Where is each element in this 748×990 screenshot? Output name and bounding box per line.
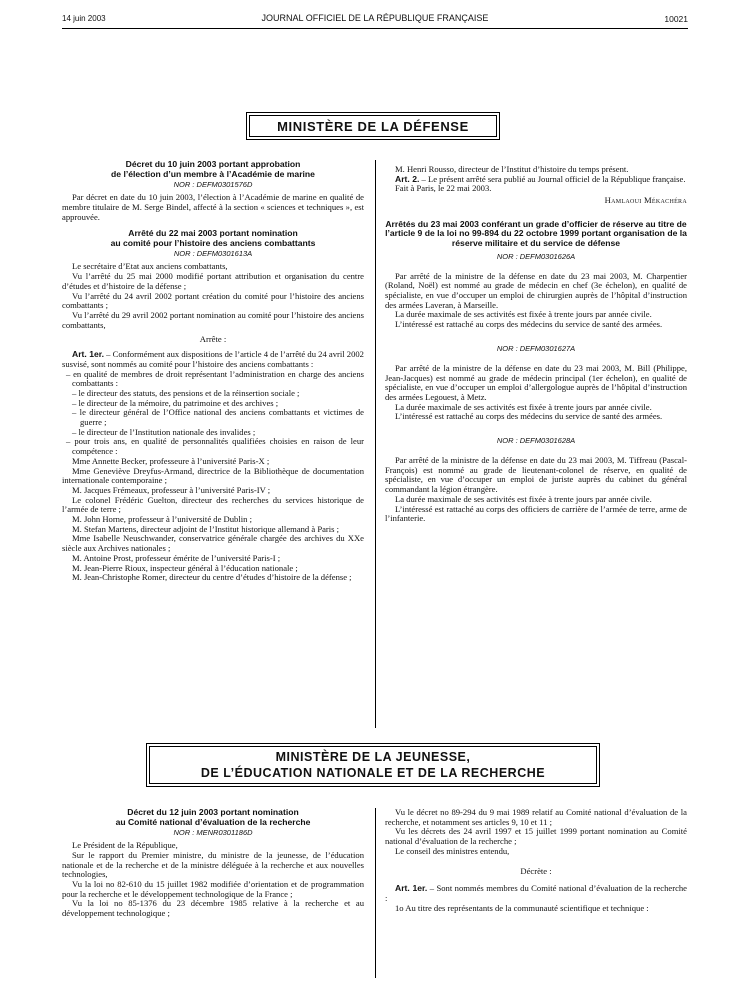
- paragraph: Vu les décrets des 24 avril 1997 et 15 juillet 1999 portant nomination au Comité national d’évaluation de la recherche ;: [385, 826, 687, 847]
- ministry-education-box: [146, 743, 600, 787]
- column-divider-2: [375, 808, 376, 978]
- ministry-education-line2: DE L’ÉDUCATION NATIONALE ET DE LA RECHERCHE: [200, 766, 546, 780]
- member: M. Jacques Frémeaux, professeur à l’université Paris-IV ;: [72, 484, 271, 495]
- ministry-defense-title: MINISTÈRE DE LA DÉFENSE: [277, 118, 469, 134]
- nor-3: NOR : DEFM0301628A: [496, 436, 576, 446]
- paragraph: Le secrétaire d’Etat aux anciens combattants,: [72, 261, 228, 272]
- paragraph: Le Président de la République,: [72, 840, 178, 851]
- paragraph: Vu l’arrêté du 24 avril 2002 portant création du comité pour l’histoire des anciens combattants ;: [62, 290, 364, 311]
- member: M. Henri Rousso, directeur de l’Institut d’histoire du temps présent.: [395, 164, 629, 174]
- ministry-defense-box: [246, 112, 500, 140]
- decree-2-nor: NOR : DEFM0301613A: [173, 249, 253, 259]
- paragraph: Vu la loi no 85-1376 du 23 décembre 1985 relative à la recherche et au développement technologique ;: [62, 898, 364, 919]
- decrete-label: Décrète :: [520, 865, 552, 876]
- ministry-education-line1: MINISTÈRE DE LA JEUNESSE,: [275, 750, 471, 764]
- signature-place-date: Fait à Paris, le 22 mai 2003.: [395, 183, 492, 194]
- left-column-education: [62, 808, 364, 919]
- member: Mme Annette Becker, professeure à l’université Paris-X ;: [72, 455, 270, 466]
- list-item: – pour trois ans, en qualité de personnalités qualifiées choisies en raison de leur compétence :: [66, 436, 364, 457]
- column-divider: [375, 160, 376, 728]
- decree-4-nor: NOR : MENR0301186D: [173, 828, 253, 838]
- header-page-number: 10021: [664, 14, 688, 24]
- paragraph: L’intéressé est rattaché au corps des médecins du service de santé des armées.: [395, 319, 663, 330]
- paragraph: Vu la loi no 82-610 du 15 juillet 1982 modifiée d’orientation et de programmation pour la recherche et le développement technologique de la France ;: [62, 879, 364, 899]
- decree-1-nor: NOR : DEFM0301576D: [173, 180, 253, 190]
- paragraph: L’intéressé est rattaché au corps des médecins du service de santé des armées.: [395, 411, 663, 422]
- member: Mme Isabelle Neuschwander, conservatrice générale chargée des archives du XXe siècle aux Archives nationales ;: [62, 533, 364, 554]
- signature: Hamlaoui Mékachéra: [604, 195, 687, 206]
- decree-4-title: Décret du 12 juin 2003 portant nomination au Comité national d’évaluation de la recherche: [115, 807, 311, 827]
- member: M. Jean-Christophe Romer, directeur du centre d’études d’histoire de la défense ;: [72, 572, 352, 583]
- paragraph: Le conseil des ministres entendu,: [395, 845, 510, 856]
- paragraph: Par arrêté de la ministre de la défense en date du 23 mai 2003, M. Charpentier (Roland, Noël) est nommé au grade de médecin en chef (3e échelon), en qualité de spécialiste, en vue d’occuper un emploi de chirurgien auprès de l’hôpital d’instruction des armées Laveran, à Marseille.: [385, 270, 687, 310]
- right-column-defense: [385, 165, 687, 524]
- article-1: Art. 1er. – Conformément aux dispositions de l’article 4 de l’arrêté du 24 avril 2002 susvisé, sont nommés au comité pour l’histoire des anciens combattants :: [62, 349, 364, 369]
- paragraph: Sur le rapport du Premier ministre, du ministre de la jeunesse, de l’éducation nationale et de la recherche et de la ministre déléguée à la recherche et aux nouvelles technologies,: [62, 849, 364, 880]
- decree-1-body: Par décret en date du 10 juin 2003, l’élection à l’Académie de marine en qualité de membre titulaire de M. Serge Bindel, affecté à la section « sciences et techniques », est approuvée.: [62, 192, 364, 222]
- member: Le colonel Frédéric Guelton, directeur des recherches du services historique de l’armée de terre ;: [62, 494, 364, 515]
- list-item: – le directeur de la mémoire, du patrimoine et des archives ;: [72, 397, 279, 408]
- paragraph: 1o Au titre des représentants de la communauté scientifique et technique :: [395, 902, 649, 913]
- member: M. John Horne, professeur à l’université de Dublin ;: [72, 514, 252, 525]
- member: M. Jean-Pierre Rioux, inspecteur général à l’éducation nationale ;: [72, 562, 298, 573]
- list-item: – en qualité de membres de droit représentant l’administration en charge des anciens combattants :: [66, 368, 364, 389]
- list-item: – le directeur de l’Institution nationale des invalides ;: [72, 426, 256, 437]
- paragraph: Par arrêté de la ministre de la défense en date du 23 mai 2003, M. Bill (Philippe, Jean-Jacques) est nommé au grade de médecin principal (1er échelon), en qualité de spécialiste, en vue d’occuper un emploi d’allergologue auprès de l’hôpital d’instruction des armées Legouest, à Metz.: [385, 362, 687, 402]
- header-rule: [62, 28, 688, 29]
- nor-2: NOR : DEFM0301627A: [496, 343, 576, 353]
- paragraph: Vu le décret no 89-294 du 9 mai 1989 relatif au Comité national d’évaluation de la recherche, et notamment ses articles 9, 10 et 11 ;: [385, 807, 687, 827]
- nor-1: NOR : DEFM0301626A: [496, 251, 576, 261]
- decree-3-title: Arrêtés du 23 mai 2003 conférant un grade d’officier de réserve au titre de l’article 9 de la loi no 99-894 du 22 octobre 1999 portant organisation de la réserve militaire et du service de défense: [385, 218, 687, 248]
- article-1-education: Art. 1er. – Sont nommés membres du Comité national d’évaluation de la recherche :: [385, 883, 687, 903]
- page-header: [62, 12, 688, 26]
- paragraph: L’intéressé est rattaché au corps des officiers de carrière de l’armée de terre, arme de l’infanterie.: [385, 503, 687, 524]
- decree-1-title: Décret du 10 juin 2003 portant approbation de l’élection d’un membre à l’Académie de marine: [111, 159, 315, 179]
- header-date: 14 juin 2003: [62, 14, 106, 23]
- decree-2-title: Arrêté du 22 mai 2003 portant nomination au comité pour l’histoire des anciens combattants: [110, 228, 316, 248]
- article-2: Art. 2. – Le présent arrêté sera publié au Journal officiel de la République française.: [395, 173, 686, 184]
- header-journal-title: JOURNAL OFFICIEL DE LA RÉPUBLIQUE FRANÇAISE: [261, 13, 489, 23]
- member: M. Stefan Martens, directeur adjoint de l’Institut historique allemand à Paris ;: [72, 523, 340, 534]
- member: M. Antoine Prost, professeur émérite de l’université Paris-I ;: [72, 552, 281, 563]
- paragraph: Vu l’arrêté du 25 mai 2000 modifié portant attribution et organisation du centre d’études et d’histoire de la défense ;: [62, 271, 364, 291]
- right-column-education: [385, 808, 687, 913]
- left-column-defense: [62, 160, 364, 583]
- member: Mme Geneviève Dreyfus-Armand, directrice de la Bibliothèque de documentation internationale contemporaine ;: [62, 465, 364, 486]
- paragraph: La durée maximale de ses activités est fixée à trente jours par année civile.: [395, 493, 652, 504]
- paragraph: Par arrêté de la ministre de la défense en date du 23 mai 2003, M. Tiffreau (Pascal-François) est nommé au grade de lieutenant-colonel de réserve, en qualité de spécialiste, en vue d’occuper un emploi de juriste auprès du cabinet du général commandant la légion étrangère.: [385, 455, 687, 495]
- list-item: – le directeur des statuts, des pensions et de la réinsertion sociale ;: [72, 387, 300, 398]
- paragraph: La durée maximale de ses activités est fixée à trente jours par année civile.: [395, 401, 652, 412]
- paragraph: La durée maximale de ses activités est fixée à trente jours par année civile.: [395, 309, 652, 320]
- list-item: – le directeur général de l’Office national des anciens combattants et victimes de guerre ;: [72, 407, 364, 428]
- arrete-label: Arrête :: [199, 334, 227, 345]
- paragraph: Vu l’arrêté du 29 avril 2002 portant nomination au comité pour l’histoire des anciens combattants,: [62, 310, 364, 330]
